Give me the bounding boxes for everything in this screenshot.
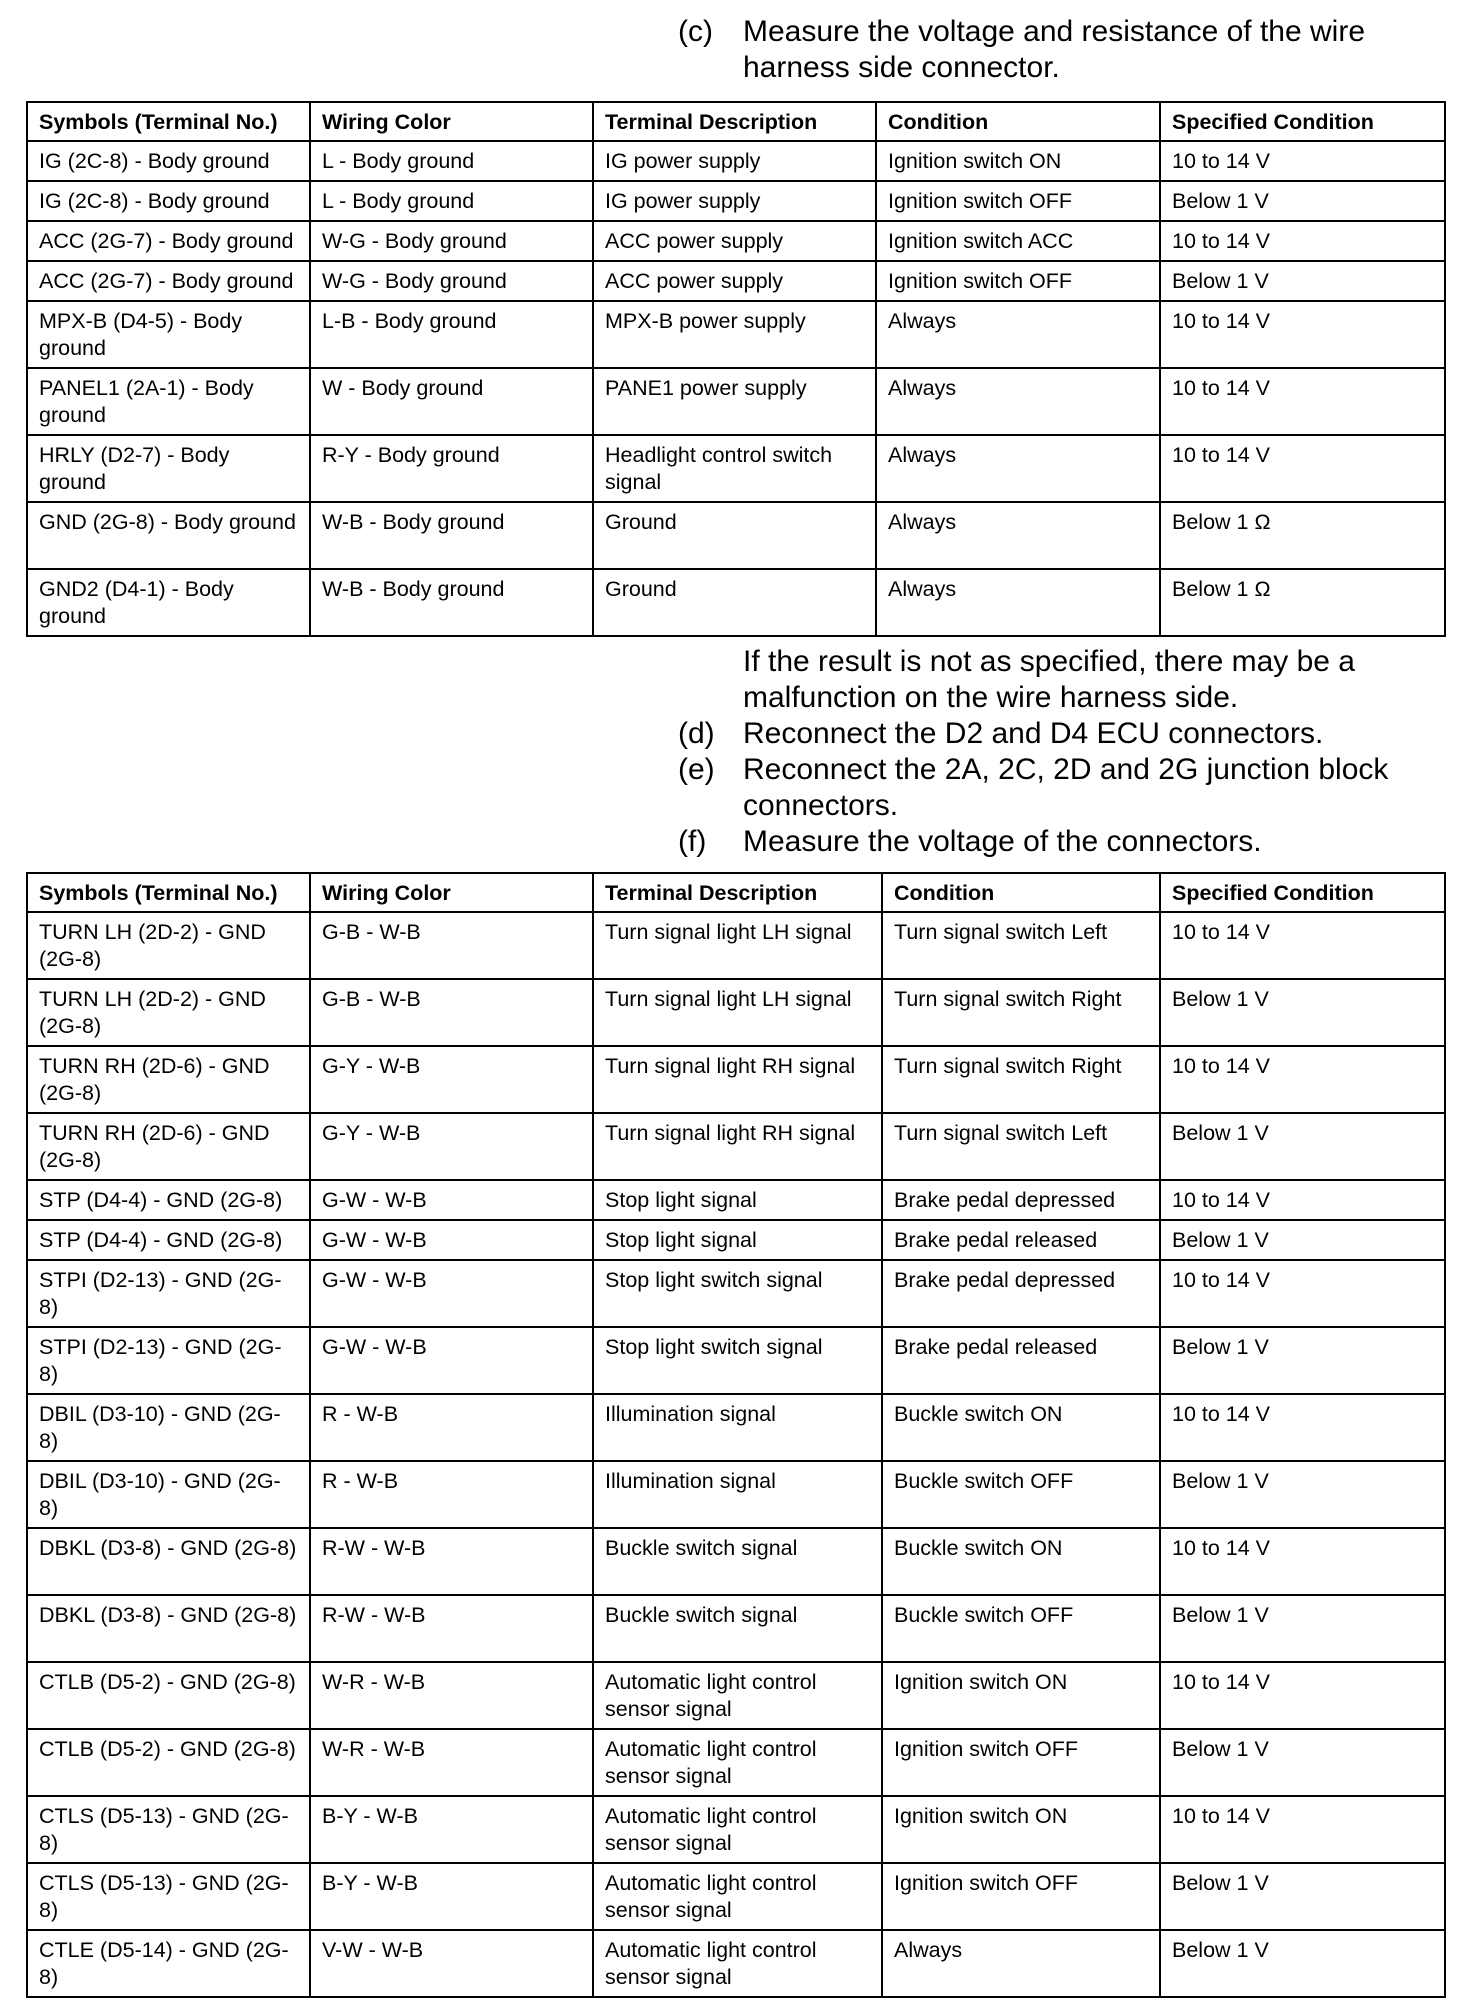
cell-wiring-color: W-R - W-B: [310, 1662, 593, 1729]
cell-symbols: CTLE (D5-14) - GND (2G-8): [27, 1930, 310, 1997]
cell-wiring-color: G-W - W-B: [310, 1180, 593, 1220]
cell-terminal-description: MPX-B power supply: [593, 301, 876, 368]
cell-wiring-color: R - W-B: [310, 1461, 593, 1528]
table-row: [27, 221, 1445, 261]
cell-symbols: ACC (2G-7) - Body ground: [27, 221, 310, 261]
cell-specified-condition: Below 1 V: [1160, 1113, 1445, 1180]
note-text: If the result is not as specified, there may be a malfunction on the wire harness side.: [743, 645, 1355, 714]
cell-symbols: STPI (D2-13) - GND (2G-8): [27, 1260, 310, 1327]
cell-terminal-description: Ground: [593, 569, 876, 636]
cell-symbols: CTLS (D5-13) - GND (2G-8): [27, 1796, 310, 1863]
step-c-letter: (c): [678, 15, 713, 48]
cell-symbols: STPI (D2-13) - GND (2G-8): [27, 1327, 310, 1394]
cell-terminal-description: Automatic light control sensor signal: [593, 1863, 882, 1930]
table-row: [27, 181, 1445, 221]
table-row: [27, 1220, 1445, 1260]
step-d-letter: (d): [678, 717, 715, 750]
cell-specified-condition: Below 1 V: [1160, 261, 1445, 301]
cell-terminal-description: ACC power supply: [593, 221, 876, 261]
cell-condition: Turn signal switch Right: [882, 979, 1160, 1046]
cell-symbols: CTLB (D5-2) - GND (2G-8): [27, 1662, 310, 1729]
cell-specified-condition: 10 to 14 V: [1160, 141, 1445, 181]
cell-condition: Turn signal switch Right: [882, 1046, 1160, 1113]
table-row: [27, 912, 1445, 979]
step-f-text: Measure the voltage of the connectors.: [743, 825, 1262, 858]
cell-terminal-description: Illumination signal: [593, 1461, 882, 1528]
cell-specified-condition: 10 to 14 V: [1160, 435, 1445, 502]
cell-condition: Turn signal switch Left: [882, 1113, 1160, 1180]
table-row: [27, 1180, 1445, 1220]
cell-terminal-description: Turn signal light LH signal: [593, 912, 882, 979]
table-row: [27, 1394, 1445, 1461]
header-condition: Condition: [882, 873, 1160, 912]
cell-specified-condition: 10 to 14 V: [1160, 1260, 1445, 1327]
cell-symbols: STP (D4-4) - GND (2G-8): [27, 1220, 310, 1260]
cell-terminal-description: Turn signal light RH signal: [593, 1046, 882, 1113]
cell-specified-condition: 10 to 14 V: [1160, 1528, 1445, 1595]
cell-wiring-color: W-G - Body ground: [310, 261, 593, 301]
cell-wiring-color: G-Y - W-B: [310, 1113, 593, 1180]
table-row: [27, 502, 1445, 569]
cell-specified-condition: Below 1 V: [1160, 1461, 1445, 1528]
cell-wiring-color: R-W - W-B: [310, 1528, 593, 1595]
cell-condition: Ignition switch ON: [882, 1796, 1160, 1863]
table-row: [27, 1046, 1445, 1113]
cell-wiring-color: G-B - W-B: [310, 979, 593, 1046]
step-d-text: Reconnect the D2 and D4 ECU connectors.: [743, 717, 1324, 750]
cell-specified-condition: Below 1 V: [1160, 1220, 1445, 1260]
cell-symbols: DBIL (D3-10) - GND (2G-8): [27, 1461, 310, 1528]
cell-condition: Always: [876, 301, 1160, 368]
cell-condition: Always: [876, 435, 1160, 502]
cell-symbols: CTLS (D5-13) - GND (2G-8): [27, 1863, 310, 1930]
cell-terminal-description: PANE1 power supply: [593, 368, 876, 435]
cell-specified-condition: 10 to 14 V: [1160, 1394, 1445, 1461]
cell-symbols: PANEL1 (2A-1) - Body ground: [27, 368, 310, 435]
cell-terminal-description: IG power supply: [593, 181, 876, 221]
cell-condition: Ignition switch OFF: [876, 261, 1160, 301]
cell-terminal-description: Illumination signal: [593, 1394, 882, 1461]
cell-condition: Always: [876, 368, 1160, 435]
cell-condition: Ignition switch ON: [882, 1662, 1160, 1729]
cell-terminal-description: Turn signal light RH signal: [593, 1113, 882, 1180]
cell-wiring-color: G-B - W-B: [310, 912, 593, 979]
table-row: [27, 301, 1445, 368]
header-specified-condition: Specified Condition: [1160, 873, 1445, 912]
cell-symbols: TURN LH (2D-2) - GND (2G-8): [27, 912, 310, 979]
cell-terminal-description: Automatic light control sensor signal: [593, 1662, 882, 1729]
header-symbols: Symbols (Terminal No.): [27, 873, 310, 912]
cell-wiring-color: R - W-B: [310, 1394, 593, 1461]
table-row: [27, 979, 1445, 1046]
cell-wiring-color: W-R - W-B: [310, 1729, 593, 1796]
cell-condition: Ignition switch OFF: [882, 1863, 1160, 1930]
cell-symbols: TURN LH (2D-2) - GND (2G-8): [27, 979, 310, 1046]
cell-symbols: DBKL (D3-8) - GND (2G-8): [27, 1595, 310, 1662]
cell-wiring-color: W-B - Body ground: [310, 502, 593, 569]
cell-wiring-color: R-Y - Body ground: [310, 435, 593, 502]
cell-symbols: DBIL (D3-10) - GND (2G-8): [27, 1394, 310, 1461]
header-specified-condition: Specified Condition: [1160, 102, 1445, 141]
cell-specified-condition: Below 1 V: [1160, 1595, 1445, 1662]
cell-terminal-description: Ground: [593, 502, 876, 569]
cell-terminal-description: Stop light switch signal: [593, 1260, 882, 1327]
cell-condition: Ignition switch OFF: [876, 181, 1160, 221]
table-row: [27, 1729, 1445, 1796]
cell-condition: Ignition switch ACC: [876, 221, 1160, 261]
cell-specified-condition: 10 to 14 V: [1160, 1180, 1445, 1220]
cell-terminal-description: Buckle switch signal: [593, 1528, 882, 1595]
table-header-row: [27, 873, 1445, 912]
cell-condition: Always: [876, 569, 1160, 636]
cell-terminal-description: Automatic light control sensor signal: [593, 1930, 882, 1997]
table-row: [27, 1461, 1445, 1528]
cell-wiring-color: G-W - W-B: [310, 1260, 593, 1327]
cell-condition: Brake pedal released: [882, 1220, 1160, 1260]
cell-symbols: TURN RH (2D-6) - GND (2G-8): [27, 1113, 310, 1180]
table-row: [27, 141, 1445, 181]
cell-symbols: GND (2G-8) - Body ground: [27, 502, 310, 569]
cell-specified-condition: Below 1 Ω: [1160, 569, 1445, 636]
cell-wiring-color: G-Y - W-B: [310, 1046, 593, 1113]
cell-wiring-color: B-Y - W-B: [310, 1796, 593, 1863]
table-row: [27, 1863, 1445, 1930]
cell-terminal-description: Buckle switch signal: [593, 1595, 882, 1662]
cell-symbols: CTLB (D5-2) - GND (2G-8): [27, 1729, 310, 1796]
cell-specified-condition: 10 to 14 V: [1160, 1046, 1445, 1113]
connector-voltage-table: [26, 872, 1446, 1998]
cell-symbols: MPX-B (D4-5) - Body ground: [27, 301, 310, 368]
cell-specified-condition: 10 to 14 V: [1160, 301, 1445, 368]
cell-wiring-color: V-W - W-B: [310, 1930, 593, 1997]
cell-wiring-color: L-B - Body ground: [310, 301, 593, 368]
table-row: [27, 1113, 1445, 1180]
step-f: [678, 824, 1438, 860]
table-row: [27, 1327, 1445, 1394]
cell-condition: Brake pedal depressed: [882, 1180, 1160, 1220]
step-e-text: Reconnect the 2A, 2C, 2D and 2G junction block connectors.: [743, 753, 1389, 822]
wire-harness-table: [26, 101, 1446, 637]
table-row: [27, 435, 1445, 502]
cell-terminal-description: IG power supply: [593, 141, 876, 181]
table-row: [27, 1528, 1445, 1595]
note-not-as-specified: [678, 644, 1438, 716]
cell-terminal-description: Turn signal light LH signal: [593, 979, 882, 1046]
cell-specified-condition: Below 1 Ω: [1160, 502, 1445, 569]
table-row: [27, 368, 1445, 435]
header-terminal-description: Terminal Description: [593, 102, 876, 141]
table-row: [27, 1930, 1445, 1997]
cell-condition: Buckle switch OFF: [882, 1595, 1160, 1662]
header-terminal-description: Terminal Description: [593, 873, 882, 912]
cell-symbols: ACC (2G-7) - Body ground: [27, 261, 310, 301]
cell-symbols: STP (D4-4) - GND (2G-8): [27, 1180, 310, 1220]
table-row: [27, 1796, 1445, 1863]
cell-condition: Brake pedal depressed: [882, 1260, 1160, 1327]
cell-specified-condition: Below 1 V: [1160, 1930, 1445, 1997]
cell-specified-condition: Below 1 V: [1160, 181, 1445, 221]
cell-terminal-description: Stop light signal: [593, 1180, 882, 1220]
cell-condition: Turn signal switch Left: [882, 912, 1160, 979]
cell-wiring-color: L - Body ground: [310, 141, 593, 181]
cell-terminal-description: ACC power supply: [593, 261, 876, 301]
cell-specified-condition: 10 to 14 V: [1160, 368, 1445, 435]
header-wiring-color: Wiring Color: [310, 873, 593, 912]
cell-symbols: TURN RH (2D-6) - GND (2G-8): [27, 1046, 310, 1113]
cell-wiring-color: B-Y - W-B: [310, 1863, 593, 1930]
cell-wiring-color: L - Body ground: [310, 181, 593, 221]
header-symbols: Symbols (Terminal No.): [27, 102, 310, 141]
cell-terminal-description: Automatic light control sensor signal: [593, 1796, 882, 1863]
table-header-row: [27, 102, 1445, 141]
header-wiring-color: Wiring Color: [310, 102, 593, 141]
cell-specified-condition: Below 1 V: [1160, 1729, 1445, 1796]
cell-wiring-color: W - Body ground: [310, 368, 593, 435]
cell-condition: Always: [882, 1930, 1160, 1997]
cell-terminal-description: Stop light signal: [593, 1220, 882, 1260]
cell-wiring-color: R-W - W-B: [310, 1595, 593, 1662]
cell-specified-condition: Below 1 V: [1160, 1327, 1445, 1394]
cell-terminal-description: Headlight control switch signal: [593, 435, 876, 502]
cell-condition: Ignition switch OFF: [882, 1729, 1160, 1796]
cell-wiring-color: G-W - W-B: [310, 1220, 593, 1260]
table-row: [27, 1260, 1445, 1327]
cell-specified-condition: 10 to 14 V: [1160, 912, 1445, 979]
cell-wiring-color: W-G - Body ground: [310, 221, 593, 261]
cell-symbols: IG (2C-8) - Body ground: [27, 141, 310, 181]
cell-condition: Ignition switch ON: [876, 141, 1160, 181]
table-row: [27, 261, 1445, 301]
cell-condition: Always: [876, 502, 1160, 569]
cell-condition: Brake pedal released: [882, 1327, 1160, 1394]
step-c-text: Measure the voltage and resistance of the wire harness side connector.: [743, 15, 1366, 84]
cell-symbols: IG (2C-8) - Body ground: [27, 181, 310, 221]
cell-terminal-description: Stop light switch signal: [593, 1327, 882, 1394]
header-condition: Condition: [876, 102, 1160, 141]
cell-condition: Buckle switch ON: [882, 1394, 1160, 1461]
table-row: [27, 1595, 1445, 1662]
cell-specified-condition: 10 to 14 V: [1160, 1662, 1445, 1729]
cell-wiring-color: W-B - Body ground: [310, 569, 593, 636]
cell-specified-condition: 10 to 14 V: [1160, 1796, 1445, 1863]
step-e: [678, 752, 1438, 824]
cell-symbols: GND2 (D4-1) - Body ground: [27, 569, 310, 636]
cell-symbols: DBKL (D3-8) - GND (2G-8): [27, 1528, 310, 1595]
step-f-letter: (f): [678, 825, 707, 858]
cell-specified-condition: Below 1 V: [1160, 1863, 1445, 1930]
cell-specified-condition: Below 1 V: [1160, 979, 1445, 1046]
cell-terminal-description: Automatic light control sensor signal: [593, 1729, 882, 1796]
step-d: [678, 716, 1438, 752]
step-e-letter: (e): [678, 753, 715, 786]
table-row: [27, 569, 1445, 636]
cell-wiring-color: G-W - W-B: [310, 1327, 593, 1394]
cell-symbols: HRLY (D2-7) - Body ground: [27, 435, 310, 502]
cell-specified-condition: 10 to 14 V: [1160, 221, 1445, 261]
step-c: [678, 14, 1438, 86]
cell-condition: Buckle switch OFF: [882, 1461, 1160, 1528]
table-row: [27, 1662, 1445, 1729]
cell-condition: Buckle switch ON: [882, 1528, 1160, 1595]
